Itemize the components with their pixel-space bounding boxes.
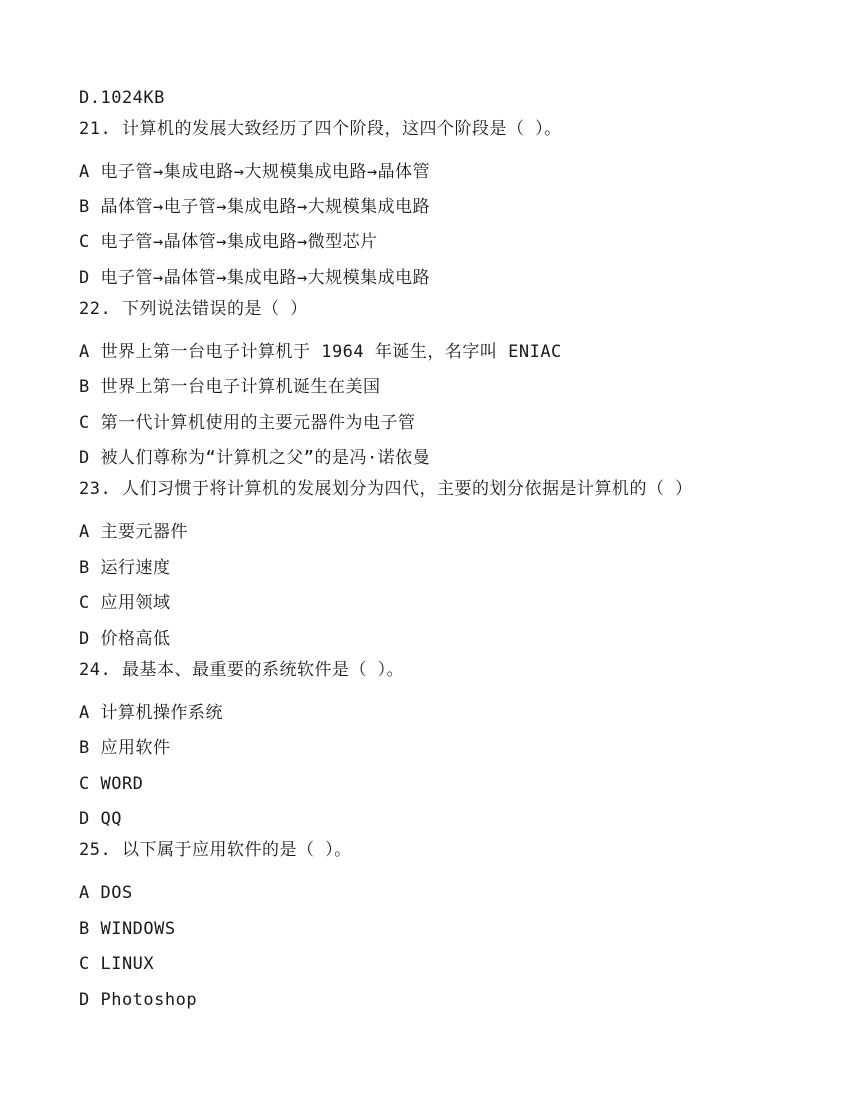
question-21-option-b: B 晶体管→电子管→集成电路→大规模集成电路 [79, 197, 431, 217]
question-21-option-c: C 电子管→晶体管→集成电路→微型芯片 [79, 232, 378, 252]
carryover-option: D.1024KB [79, 88, 165, 108]
question-25-option-b: B WINDOWS [79, 919, 176, 939]
question-21-option-a: A 电子管→集成电路→大规模集成电路→晶体管 [79, 162, 431, 182]
question-25-stem: 25. 以下属于应用软件的是（ ）。 [79, 840, 352, 860]
question-22-option-d: D 被人们尊称为“计算机之父”的是冯·诺依曼 [79, 448, 431, 468]
question-22-option-c: C 第一代计算机使用的主要元器件为电子管 [79, 413, 416, 433]
question-24-option-c: C WORD [79, 774, 144, 794]
question-22-stem: 22. 下列说法错误的是（ ） [79, 299, 308, 319]
question-25-option-d: D Photoshop [79, 990, 198, 1010]
question-22-option-a: A 世界上第一台电子计算机于 1964 年诞生，名字叫 ENIAC [79, 342, 562, 362]
question-23-stem: 23. 人们习惯于将计算机的发展划分为四代，主要的划分依据是计算机的（ ） [79, 479, 693, 499]
question-24-option-a: A 计算机操作系统 [79, 703, 223, 723]
question-25-option-a: A DOS [79, 883, 133, 903]
question-21-option-d: D 电子管→晶体管→集成电路→大规模集成电路 [79, 268, 431, 288]
question-23-option-a: A 主要元器件 [79, 522, 188, 542]
question-22-option-b: B 世界上第一台电子计算机诞生在美国 [79, 377, 381, 397]
question-23-option-b: B 运行速度 [79, 558, 171, 578]
question-25-option-c: C LINUX [79, 954, 155, 974]
question-24-option-d: D QQ [79, 809, 122, 829]
question-24-stem: 24. 最基本、最重要的系统软件是（ ）。 [79, 660, 405, 680]
question-23-option-d: D 价格高低 [79, 629, 171, 649]
question-23-option-c: C 应用领域 [79, 593, 171, 613]
question-21-stem: 21. 计算机的发展大致经历了四个阶段，这四个阶段是（ ）。 [79, 119, 562, 139]
question-24-option-b: B 应用软件 [79, 738, 171, 758]
